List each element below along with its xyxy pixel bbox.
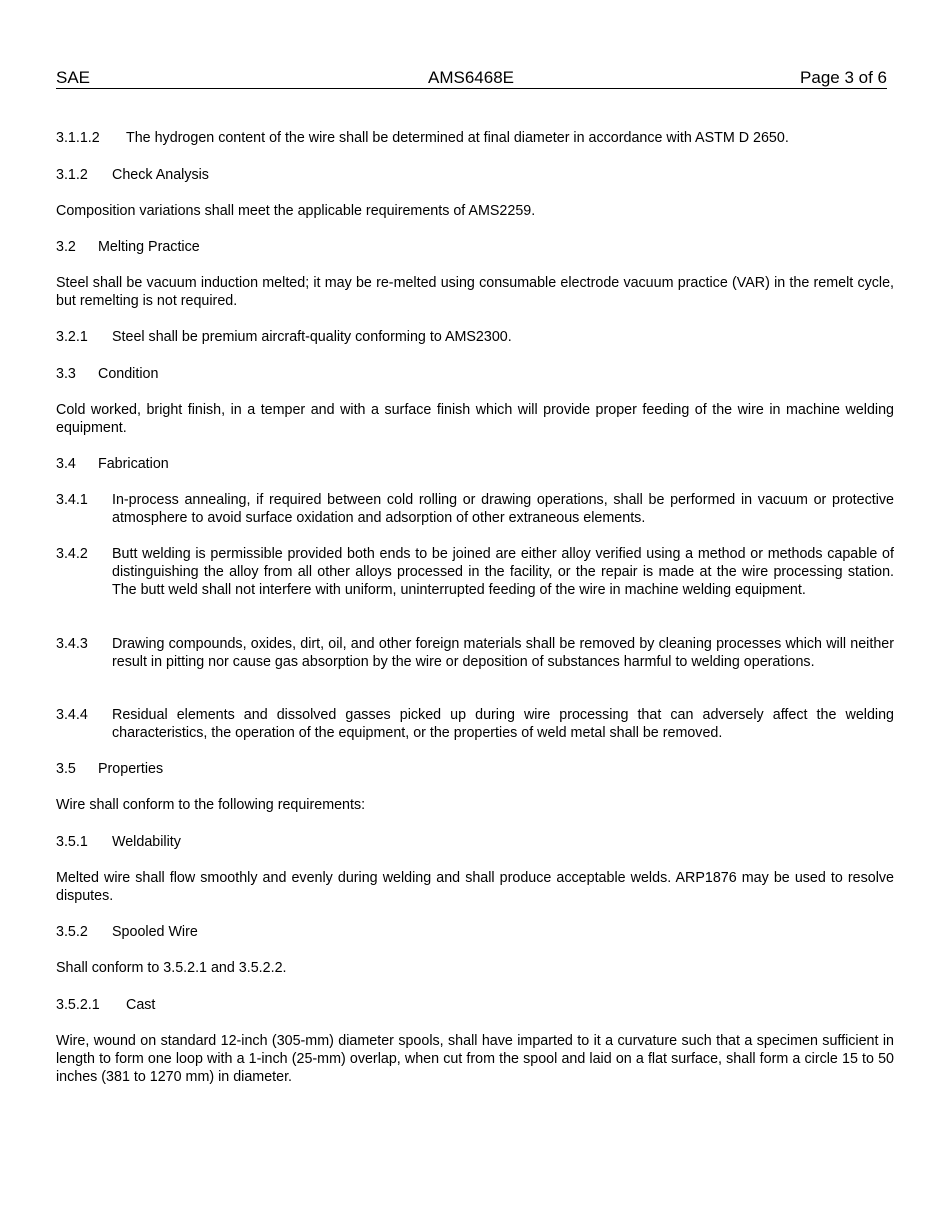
heading-3-3 <box>56 365 894 383</box>
paragraph-3-5-2: Shall conform to 3.5.2.1 and 3.5.2.2. <box>56 960 287 976</box>
paragraph-3-5: Wire shall conform to the following requirements: <box>56 797 366 813</box>
section-number: 3.4.1 <box>56 492 88 508</box>
section-title: Fabrication <box>98 456 169 472</box>
section-number: 3.5.2 <box>56 924 88 940</box>
section-3-4-4 <box>56 706 894 742</box>
section-text: Butt welding is permissible provided both ends to be joined are either alloy verified using a method or methods capable of distinguishing the alloy from all other alloys processed in the facility, or the repair is made at the wire processing station. The butt weld shall not interfere with uniform, uninterrupted feeding of the wire in machine welding equipment. <box>112 546 894 598</box>
page-header <box>56 68 887 89</box>
section-number: 3.4 <box>56 456 76 472</box>
section-text: The hydrogen content of the wire shall be determined at final diameter in accordance with ASTM D 2650. <box>126 130 789 146</box>
section-title: Spooled Wire <box>112 924 198 940</box>
heading-3-5-2 <box>56 923 894 941</box>
heading-3-2 <box>56 238 894 256</box>
heading-3-5-2-1 <box>56 996 894 1014</box>
section-title: Cast <box>126 997 156 1013</box>
section-text: Drawing compounds, oxides, dirt, oil, and other foreign materials shall be removed by cleaning processes which will neither result in pitting nor cause gas absorption by the wire or deposition of substances harmful to welding operations. <box>112 636 894 670</box>
section-3-2-1 <box>56 328 894 346</box>
section-text: Residual elements and dissolved gasses picked up during wire processing that can adversely affect the welding characteristics, the operation of the equipment, or the properties of weld metal shall be removed. <box>112 707 894 741</box>
section-number: 3.4.3 <box>56 636 88 652</box>
heading-3-4 <box>56 455 894 473</box>
header-page-number: Page 3 of 6 <box>800 68 887 87</box>
section-number: 3.3 <box>56 366 76 382</box>
section-number: 3.5.1 <box>56 834 88 850</box>
section-number: 3.1.1.2 <box>56 130 100 146</box>
section-3-4-3 <box>56 635 894 671</box>
section-3-1-1-2 <box>56 129 894 147</box>
heading-3-1-2 <box>56 166 894 184</box>
section-title: Melting Practice <box>98 239 200 255</box>
section-number: 3.1.2 <box>56 167 88 183</box>
section-number: 3.4.2 <box>56 546 88 562</box>
section-number: 3.2 <box>56 239 76 255</box>
paragraph-3-1-2: Composition variations shall meet the applicable requirements of AMS2259. <box>56 203 536 219</box>
section-title: Properties <box>98 761 164 777</box>
section-title: Condition <box>98 366 159 382</box>
header-org: SAE <box>56 68 91 87</box>
section-title: Weldability <box>112 834 181 850</box>
heading-3-5 <box>56 760 894 778</box>
header-doc-number: AMS6468E <box>428 68 514 87</box>
paragraph-3-5-2-1: Wire, wound on standard 12-inch (305-mm) diameter spools, shall have imparted to it a curvature such that a specimen sufficient in length to form one loop with a 1-inch (25-mm) overlap, when cut from the spool and laid on a flat surface, shall form a circle 15 to 50 inches (381 to 1270 mm) in diameter. <box>56 1033 894 1085</box>
paragraph-3-3: Cold worked, bright finish, in a temper and with a surface finish which will provide proper feeding of the wire in machine welding equipment. <box>56 402 894 436</box>
section-text: In-process annealing, if required between cold rolling or drawing operations, shall be performed in vacuum or protective atmosphere to avoid surface oxidation and adsorption of other extraneous elements. <box>112 492 894 526</box>
section-title: Check Analysis <box>112 167 209 183</box>
section-number: 3.4.4 <box>56 707 88 723</box>
paragraph-3-2: Steel shall be vacuum induction melted; it may be re-melted using consumable electrode vacuum practice (VAR) in the remelt cycle, but remelting is not required. <box>56 275 894 309</box>
section-text: Steel shall be premium aircraft-quality conforming to AMS2300. <box>112 329 512 345</box>
section-number: 3.5.2.1 <box>56 997 100 1013</box>
section-number: 3.2.1 <box>56 329 88 345</box>
paragraph-3-5-1: Melted wire shall flow smoothly and evenly during welding and shall produce acceptable welds. ARP1876 may be used to resolve disputes. <box>56 870 894 904</box>
heading-3-5-1 <box>56 833 894 851</box>
section-number: 3.5 <box>56 761 76 777</box>
section-3-4-2 <box>56 545 894 599</box>
section-3-4-1 <box>56 491 894 527</box>
